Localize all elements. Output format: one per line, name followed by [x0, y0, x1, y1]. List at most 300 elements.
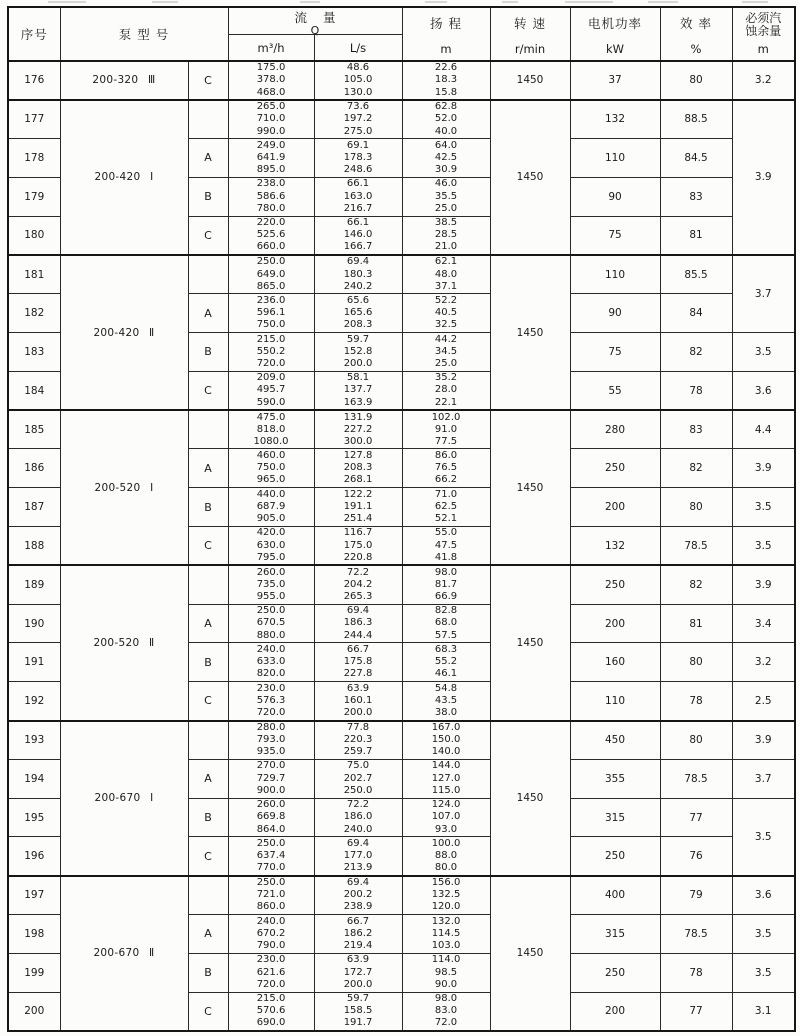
value-line: 22.6 [434, 62, 458, 74]
cell-flow-ls [314, 139, 402, 178]
cell-npsh: 3.7 [732, 759, 795, 798]
value-line: 178.3 [343, 151, 373, 163]
cell-efficiency: 78 [660, 682, 732, 721]
value-line: 735.0 [256, 578, 286, 590]
header-efficiency [660, 7, 732, 61]
value-line: 152.8 [343, 345, 373, 357]
cell-power: 90 [570, 177, 660, 216]
value-line: 230.0 [256, 954, 286, 966]
value-line: 34.5 [434, 345, 458, 357]
value-line: 77.8 [346, 721, 370, 733]
header-flow-units [229, 35, 402, 60]
value-line: 468.0 [256, 86, 286, 98]
header-npsh [732, 7, 795, 61]
cell-speed: 1450 [490, 255, 570, 410]
value-line: 30.9 [434, 164, 458, 176]
cell-variant: A [188, 449, 228, 488]
value-line: 550.2 [256, 345, 286, 357]
value-line: 175.0 [256, 62, 286, 74]
value-line: 300.0 [343, 435, 373, 447]
value-line: 144.0 [431, 760, 461, 772]
cell-variant: B [188, 953, 228, 992]
value-line: 66.7 [346, 915, 370, 927]
cell-flow-m3h [228, 527, 314, 566]
cell-head [402, 682, 490, 721]
cell-flow-m3h [228, 953, 314, 992]
cell-npsh: 3.5 [732, 527, 795, 566]
cell-flow-ls [314, 759, 402, 798]
value-line: 880.0 [256, 629, 286, 641]
cell-head [402, 410, 490, 449]
cell-flow-m3h [228, 643, 314, 682]
cell-power: 315 [570, 915, 660, 954]
cell-efficiency: 78.5 [660, 759, 732, 798]
value-line: 22.1 [434, 396, 458, 408]
value-line: 495.7 [256, 384, 286, 396]
cell-serial: 178 [8, 139, 60, 178]
value-line: 72.2 [346, 799, 370, 811]
cell-variant: A [188, 759, 228, 798]
cell-flow-ls [314, 100, 402, 139]
cell-efficiency: 85.5 [660, 255, 732, 294]
header-serial [8, 7, 60, 61]
cell-npsh: 3.1 [732, 992, 795, 1031]
cell-head [402, 527, 490, 566]
value-line: 633.0 [256, 656, 286, 668]
cell-serial: 194 [8, 759, 60, 798]
cell-flow-ls [314, 565, 402, 604]
value-line: 275.0 [343, 125, 373, 137]
value-line: 690.0 [256, 1017, 286, 1029]
value-line: 244.4 [343, 629, 373, 641]
value-line: 41.8 [434, 551, 458, 563]
value-line: 66.2 [434, 474, 458, 486]
header-model-label: 泵 型 号 [118, 27, 170, 42]
value-line: 59.7 [346, 333, 370, 345]
value-line: 81.7 [434, 578, 458, 590]
cell-efficiency: 78.5 [660, 527, 732, 566]
cell-head [402, 61, 490, 100]
cell-variant [188, 876, 228, 915]
header-head-label: 扬 程 [430, 16, 462, 31]
scan-artifact [648, 1, 678, 3]
value-line: 260.0 [256, 566, 286, 578]
value-line: 630.0 [256, 539, 286, 551]
value-line: 83.0 [434, 1005, 458, 1017]
value-line: 58.1 [346, 372, 370, 384]
table-row [8, 61, 795, 100]
value-line: 62.1 [434, 256, 458, 268]
cell-flow-ls [314, 61, 402, 100]
cell-efficiency: 78 [660, 953, 732, 992]
value-line: 103.0 [431, 940, 461, 952]
value-line: 200.2 [343, 889, 373, 901]
cell-power: 110 [570, 139, 660, 178]
cell-flow-ls [314, 371, 402, 410]
value-line: 69.4 [346, 877, 370, 889]
value-line: 172.7 [343, 966, 373, 978]
cell-flow-m3h [228, 604, 314, 643]
cell-head [402, 604, 490, 643]
cell-model: 200-670 Ⅱ [60, 876, 188, 1031]
cell-serial: 184 [8, 371, 60, 410]
cell-power: 250 [570, 565, 660, 604]
value-line: 122.2 [343, 488, 373, 500]
value-line: 215.0 [256, 992, 286, 1004]
cell-power: 90 [570, 294, 660, 333]
cell-efficiency: 82 [660, 333, 732, 372]
value-line: 236.0 [256, 294, 286, 306]
cell-efficiency: 80 [660, 488, 732, 527]
cell-serial: 187 [8, 488, 60, 527]
cell-efficiency: 84 [660, 294, 732, 333]
value-line: 860.0 [256, 901, 286, 913]
value-line: 98.0 [434, 566, 458, 578]
value-line: 865.0 [256, 280, 286, 292]
value-line: 44.2 [434, 333, 458, 345]
cell-efficiency: 77 [660, 992, 732, 1031]
value-line: 200.0 [343, 707, 373, 718]
value-line: 156.0 [431, 877, 461, 889]
value-line: 132.0 [431, 915, 461, 927]
value-line: 114.0 [431, 954, 461, 966]
header-flow-unit-ls: L/s [314, 35, 402, 60]
cell-variant: C [188, 992, 228, 1031]
scan-artifact [742, 1, 768, 3]
cell-flow-ls [314, 798, 402, 837]
value-line: 191.1 [343, 501, 373, 513]
value-line: 220.8 [343, 551, 373, 563]
value-line: 238.0 [256, 178, 286, 190]
value-line: 46.0 [434, 178, 458, 190]
cell-variant: B [188, 333, 228, 372]
value-line: 209.0 [256, 372, 286, 384]
cell-flow-ls [314, 643, 402, 682]
value-line: 132.5 [431, 889, 461, 901]
cell-flow-m3h [228, 100, 314, 139]
cell-head [402, 333, 490, 372]
cell-model: 200-320 Ⅲ [60, 61, 188, 100]
value-line: 72.0 [434, 1017, 458, 1029]
value-line: 35.5 [434, 190, 458, 202]
scan-artifact [425, 1, 447, 3]
value-line: 93.0 [434, 823, 458, 835]
value-line: 91.0 [434, 423, 458, 435]
value-line: 116.7 [343, 527, 373, 539]
cell-head [402, 449, 490, 488]
cell-npsh: 3.9 [732, 721, 795, 760]
value-line: 137.7 [343, 384, 373, 396]
cell-power: 37 [570, 61, 660, 100]
cell-flow-ls [314, 333, 402, 372]
cell-head [402, 992, 490, 1031]
cell-flow-m3h [228, 177, 314, 216]
header-head-unit: m [440, 42, 452, 56]
cell-npsh: 3.5 [732, 915, 795, 954]
cell-npsh: 3.4 [732, 604, 795, 643]
value-line: 710.0 [256, 113, 286, 125]
value-line: 63.9 [346, 682, 370, 694]
value-line: 900.0 [256, 784, 286, 796]
value-line: 158.5 [343, 1005, 373, 1017]
value-line: 115.0 [431, 784, 461, 796]
cell-variant: C [188, 61, 228, 100]
value-line: 55.2 [434, 656, 458, 668]
value-line: 260.0 [256, 799, 286, 811]
header-flow-label: 流 量 [294, 10, 342, 25]
cell-power: 355 [570, 759, 660, 798]
cell-flow-ls [314, 992, 402, 1031]
cell-model: 200-420 Ⅱ [60, 255, 188, 410]
value-line: 641.9 [256, 151, 286, 163]
cell-flow-m3h [228, 837, 314, 876]
value-line: 37.1 [434, 280, 458, 292]
value-line: 204.2 [343, 578, 373, 590]
header-head [402, 7, 490, 61]
value-line: 35.2 [434, 372, 458, 384]
cell-npsh: 4.4 [732, 410, 795, 449]
cell-serial: 183 [8, 333, 60, 372]
value-line: 114.5 [431, 927, 461, 939]
cell-speed: 1450 [490, 61, 570, 100]
cell-serial: 176 [8, 61, 60, 100]
cell-npsh: 3.9 [732, 565, 795, 604]
value-line: 48.0 [434, 268, 458, 280]
value-line: 127.8 [343, 450, 373, 462]
cell-head [402, 565, 490, 604]
value-line: 230.0 [256, 682, 286, 694]
value-line: 250.0 [256, 877, 286, 889]
cell-power: 250 [570, 449, 660, 488]
value-line: 68.0 [434, 617, 458, 629]
value-line: 82.8 [434, 605, 458, 617]
cell-serial: 179 [8, 177, 60, 216]
value-line: 720.0 [256, 358, 286, 370]
cell-flow-m3h [228, 682, 314, 721]
value-line: 66.9 [434, 591, 458, 603]
value-line: 265.0 [256, 101, 286, 113]
cell-flow-ls [314, 915, 402, 954]
value-line: 649.0 [256, 268, 286, 280]
header-efficiency-unit: % [690, 42, 702, 56]
value-line: 475.0 [256, 411, 286, 423]
value-line: 73.6 [346, 101, 370, 113]
value-line: 72.2 [346, 566, 370, 578]
value-line: 720.0 [256, 978, 286, 990]
cell-efficiency: 80 [660, 643, 732, 682]
cell-flow-m3h [228, 759, 314, 798]
cell-head [402, 798, 490, 837]
value-line: 140.0 [431, 746, 461, 758]
value-line: 687.9 [256, 501, 286, 513]
cell-head [402, 721, 490, 760]
cell-npsh: 3.5 [732, 798, 795, 876]
cell-serial: 188 [8, 527, 60, 566]
cell-efficiency: 82 [660, 449, 732, 488]
value-line: 965.0 [256, 474, 286, 486]
cell-npsh: 3.7 [732, 255, 795, 333]
cell-variant: C [188, 682, 228, 721]
value-line: 770.0 [256, 862, 286, 874]
value-line: 215.0 [256, 333, 286, 345]
cell-model: 200-670 Ⅰ [60, 721, 188, 876]
value-line: 720.0 [256, 707, 286, 718]
cell-variant: B [188, 798, 228, 837]
cell-npsh: 3.9 [732, 449, 795, 488]
header-npsh-unit: m [757, 42, 769, 56]
cell-serial: 185 [8, 410, 60, 449]
cell-speed: 1450 [490, 410, 570, 565]
scan-artifact [152, 1, 178, 3]
cell-variant: C [188, 216, 228, 255]
cell-speed: 1450 [490, 876, 570, 1031]
cell-npsh: 3.5 [732, 488, 795, 527]
cell-flow-m3h [228, 721, 314, 760]
cell-flow-ls [314, 604, 402, 643]
pump-spec-table [7, 6, 796, 1032]
table-header [8, 7, 795, 61]
value-line: 165.6 [343, 307, 373, 319]
cell-npsh: 3.5 [732, 953, 795, 992]
cell-efficiency: 82 [660, 565, 732, 604]
cell-power: 132 [570, 527, 660, 566]
cell-efficiency: 78.5 [660, 915, 732, 954]
cell-variant: A [188, 139, 228, 178]
header-speed [490, 7, 570, 61]
table-row [8, 255, 795, 294]
cell-variant [188, 721, 228, 760]
value-line: 990.0 [256, 125, 286, 137]
value-line: 64.0 [434, 139, 458, 151]
cell-efficiency: 81 [660, 216, 732, 255]
cell-model: 200-420 Ⅰ [60, 100, 188, 255]
value-line: 795.0 [256, 551, 286, 563]
value-line: 88.0 [434, 849, 458, 861]
value-line: 52.2 [434, 294, 458, 306]
header-power-unit: kW [606, 42, 625, 56]
header-power-label: 电机功率 [588, 16, 643, 31]
value-line: 216.7 [343, 202, 373, 214]
value-line: 576.3 [256, 694, 286, 706]
cell-flow-m3h [228, 216, 314, 255]
value-line: 590.0 [256, 396, 286, 408]
cell-power: 400 [570, 876, 660, 915]
cell-power: 110 [570, 255, 660, 294]
header-power [570, 7, 660, 61]
value-line: 38.5 [434, 217, 458, 229]
value-line: 670.2 [256, 927, 286, 939]
cell-serial: 195 [8, 798, 60, 837]
value-line: 163.0 [343, 190, 373, 202]
value-line: 280.0 [256, 721, 286, 733]
cell-npsh: 3.2 [732, 61, 795, 100]
value-line: 208.3 [343, 462, 373, 474]
value-line: 621.6 [256, 966, 286, 978]
cell-speed: 1450 [490, 100, 570, 255]
cell-flow-m3h [228, 798, 314, 837]
value-line: 120.0 [431, 901, 461, 913]
cell-model: 200-520 Ⅰ [60, 410, 188, 565]
cell-variant: C [188, 371, 228, 410]
scan-artifact [565, 1, 613, 3]
value-line: 721.0 [256, 889, 286, 901]
value-line: 160.1 [343, 694, 373, 706]
value-line: 227.2 [343, 423, 373, 435]
value-line: 440.0 [256, 488, 286, 500]
value-line: 57.5 [434, 629, 458, 641]
cell-npsh: 3.5 [732, 333, 795, 372]
cell-speed: 1450 [490, 565, 570, 720]
cell-flow-ls [314, 837, 402, 876]
value-line: 219.4 [343, 940, 373, 952]
value-line: 25.0 [434, 202, 458, 214]
value-line: 637.4 [256, 849, 286, 861]
table-row [8, 565, 795, 604]
table-row [8, 410, 795, 449]
value-line: 750.0 [256, 462, 286, 474]
header-model [60, 7, 228, 61]
value-line: 669.8 [256, 811, 286, 823]
scan-artifact [502, 1, 518, 3]
cell-variant: C [188, 837, 228, 876]
cell-power: 250 [570, 837, 660, 876]
cell-serial: 196 [8, 837, 60, 876]
cell-head [402, 953, 490, 992]
value-line: 249.0 [256, 139, 286, 151]
cell-efficiency: 84.5 [660, 139, 732, 178]
value-line: 177.0 [343, 849, 373, 861]
value-line: 905.0 [256, 513, 286, 525]
value-line: 265.3 [343, 591, 373, 603]
cell-variant: B [188, 643, 228, 682]
value-line: 200.0 [343, 978, 373, 990]
value-line: 818.0 [256, 423, 286, 435]
header-serial-label: 序号 [20, 27, 48, 42]
cell-efficiency: 78 [660, 371, 732, 410]
cell-variant [188, 565, 228, 604]
value-line: 28.5 [434, 229, 458, 241]
cell-flow-m3h [228, 449, 314, 488]
value-line: 240.0 [256, 644, 286, 656]
value-line: 47.5 [434, 539, 458, 551]
value-line: 240.0 [343, 823, 373, 835]
value-line: 186.2 [343, 927, 373, 939]
value-line: 864.0 [256, 823, 286, 835]
cell-efficiency: 76 [660, 837, 732, 876]
value-line: 21.0 [434, 241, 458, 253]
value-line: 670.5 [256, 617, 286, 629]
value-line: 52.0 [434, 113, 458, 125]
value-line: 63.9 [346, 954, 370, 966]
cell-flow-m3h [228, 61, 314, 100]
header-flow-unit-m3h: m³/h [257, 40, 285, 55]
value-line: 250.0 [256, 605, 286, 617]
value-line: 240.0 [256, 915, 286, 927]
value-line: 163.9 [343, 396, 373, 408]
value-line: 248.6 [343, 164, 373, 176]
cell-npsh: 3.9 [732, 100, 795, 255]
cell-power: 132 [570, 100, 660, 139]
value-line: 62.8 [434, 101, 458, 113]
value-line: 69.4 [346, 256, 370, 268]
cell-flow-m3h [228, 371, 314, 410]
value-line: 197.2 [343, 113, 373, 125]
value-line: 18.3 [434, 74, 458, 86]
cell-power: 75 [570, 333, 660, 372]
cell-power: 75 [570, 216, 660, 255]
value-line: 220.3 [343, 734, 373, 746]
header-npsh-label: 必须汽 蚀余量 [745, 11, 782, 38]
